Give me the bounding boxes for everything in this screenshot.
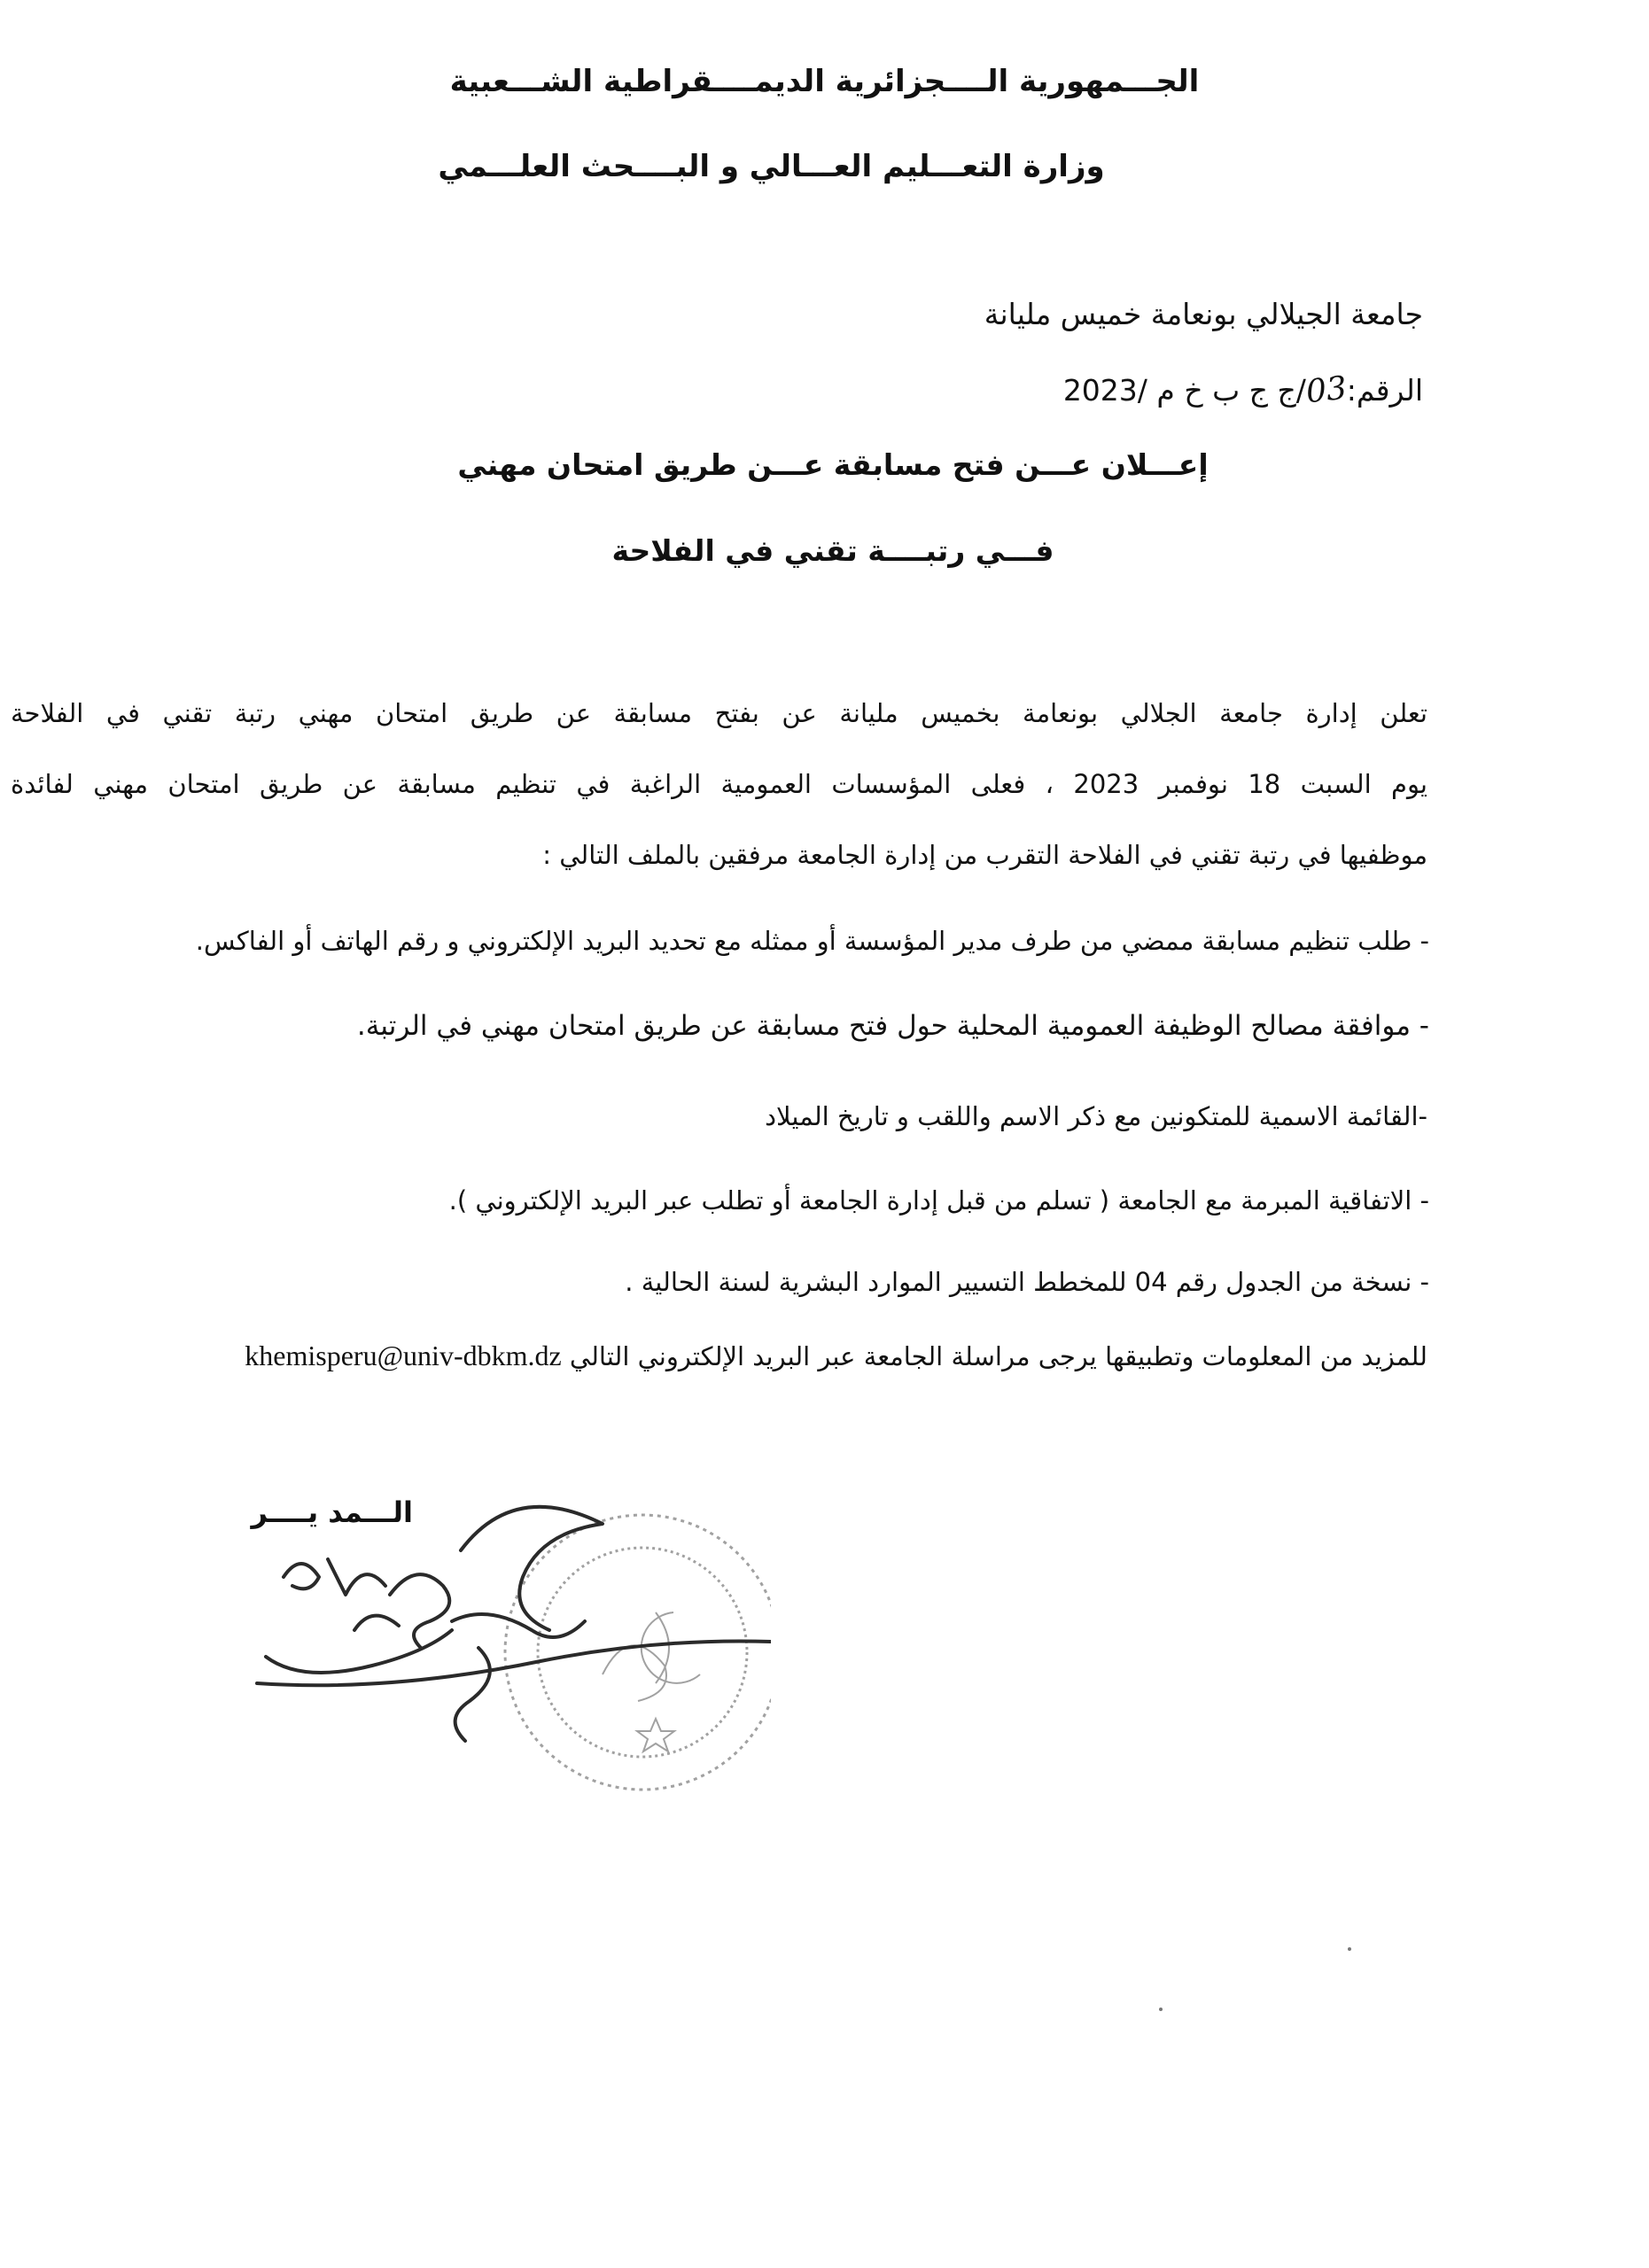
contact-text: للمزيد من المعلومات وتطبيقها يرجى مراسلة الجامعة عبر البريد الإلكتروني التالي — [569, 1341, 1427, 1371]
university-name: جامعة الجيلالي بونعامة خميس مليانة — [984, 297, 1423, 331]
scan-speck — [1159, 2008, 1163, 2011]
announcement-subtitle: فـــي رتبــــة تقني في الفلاحة — [611, 533, 1054, 568]
ref-handwritten-number: 03 — [1303, 369, 1349, 411]
requirement-item-4: - الاتفاقية المبرمة مع الجامعة ( تسلم من قبل إدارة الجامعة أو تطلب عبر البريد الإلكتروني ). — [448, 1185, 1429, 1216]
requirement-item-2: - موافقة مصالح الوظيفة العمومية المحلية حول فتح مسابقة عن طريق امتحان مهني في الرتبة. — [356, 1010, 1429, 1042]
director-label: الـــمد يــــر — [251, 1495, 413, 1529]
paragraph-line-2: يوم السبت 18 نوفمبر 2023 ، فعلى المؤسسات العمومية الراغبة في تنظيم مسابقة عن طريق امتحان مهني لفائدة — [11, 769, 1427, 799]
requirement-item-3: -القائمة الاسمية للمتكونين مع ذكر الاسم واللقب و تاريخ الميلاد — [765, 1101, 1427, 1131]
ministry-header: وزارة التعـــليم العـــالي و البــــحث العلـــمي — [438, 149, 1105, 184]
reference-number — [1062, 369, 1423, 411]
announcement-title: إعـــلان عـــن فتح مسابقة عـــن طريق امتحان مهني — [457, 447, 1209, 482]
contact-line — [245, 1340, 1427, 1372]
requirement-item-1: - طلب تنظيم مسابقة ممضي من طرف مدير المؤسسة أو ممثله مع تحديد البريد الإلكتروني و رقم الهاتف أو الفاكس. — [195, 926, 1429, 956]
stamp-seal-icon — [239, 1497, 771, 1798]
paragraph-line-1: تعلن إدارة جامعة الجلالي بونعامة بخميس مليانة عن بفتح مسابقة عن طريق امتحان مهني رتبة تقني في الفلاحة — [11, 698, 1427, 728]
ref-suffix: /ج ج ب خ م /2023 — [1062, 373, 1306, 408]
contact-email: khemisperu@univ-dbkm.dz — [245, 1340, 562, 1371]
paragraph-line-3: موظفيها في رتبة تقني في الفلاحة التقرب من إدارة الجامعة مرفقين بالملف التالي : — [542, 840, 1427, 870]
scan-speck — [1348, 1947, 1351, 1951]
ref-prefix: الرقم: — [1346, 373, 1423, 408]
signature-stamp — [239, 1497, 771, 1798]
republic-header: الجـــمهورية الــــجزائرية الديمــــقراطية الشـــعبية — [449, 64, 1200, 99]
requirement-item-5: - نسخة من الجدول رقم 04 للمخطط التسيير الموارد البشرية لسنة الحالية . — [625, 1267, 1429, 1297]
